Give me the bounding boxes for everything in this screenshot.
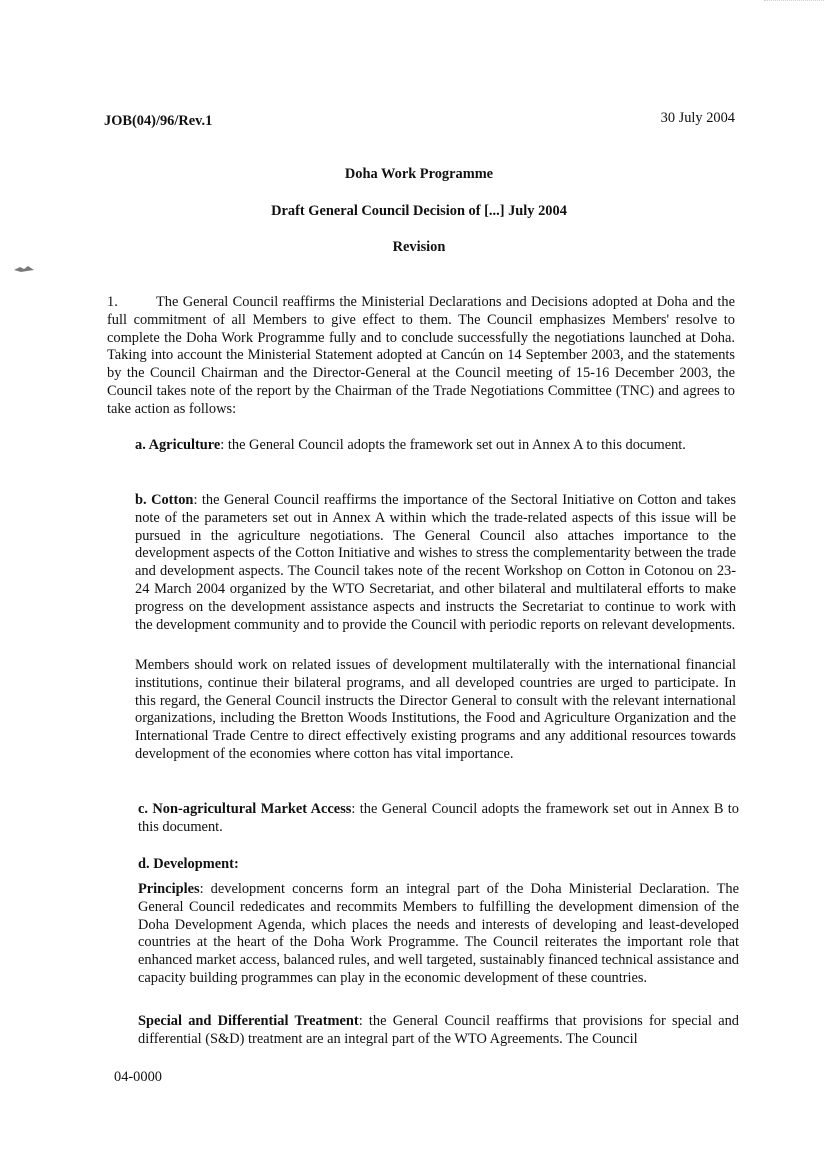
paragraph-1 [107, 294, 735, 419]
sdt-paragraph [138, 1013, 739, 1049]
item-development [138, 856, 738, 874]
cotton-heading: b. Cotton [135, 492, 194, 508]
revision-label: Revision [392, 239, 446, 255]
principles-text: : development concerns form an integral part of the Doha Ministerial Declaration. The General Council rededicates and recommits Members to fulfilling the development dimension of the Doha Development Agenda, which places the needs and interests of developing and least-developed countries at the heart of the Doha Work Programme. The Council reiterates the important role that enhanced market access, balanced rules, and well targeted, sustainably financed technical assistance and capacity building programmes can play in the economic development of these countries. [138, 881, 739, 986]
item-agriculture [135, 437, 735, 455]
principles-label: Principles [138, 881, 200, 897]
scan-artifact [764, 0, 824, 4]
item-cotton [135, 492, 736, 634]
nama-heading: c. Non-agricultural Market Access [138, 801, 352, 817]
agriculture-heading: a. Agriculture [135, 437, 221, 453]
document-date: 30 July 2004 [660, 110, 735, 126]
nama-text: : the General Council adopts the framework set out in Annex B to this document. [138, 801, 740, 835]
scan-speck-icon [12, 263, 36, 273]
paragraph-1-text: The General Council reaffirms the Ministerial Declarations and Decisions adopted at Doha and the full commitment of all Members to give effect to them. The Council emphasizes Members' resolve to complete the Doha Work Programme fully and to conclude successfully the negotiations launched at Doha. Taking into account the Ministerial Statement adopted at Cancún on 14 September 2003, and the statements by the Council Chairman and the Director-General at the Council meeting of 15-16 December 2003, the Council takes note of the report by the Chairman of the Trade Negotiations Committee (TNC) and agrees to take action as follows: [107, 294, 735, 417]
document-symbol: JOB(04)/96/Rev.1 [104, 113, 213, 129]
sdt-text: : the General Council reaffirms that provisions for special and differential (S&D) treatment are an integral part of the WTO Agreements. The Council [138, 1013, 739, 1047]
sub-title: Draft General Council Decision of [...] July 2004 [271, 203, 567, 219]
cotton-text: : the General Council reaffirms the importance of the Sectoral Initiative on Cotton and takes note of the parameters set out in Annex A within which the trade-related aspects of this issue will be pursued in the agriculture negotiations. The General Council also attaches importance to the development aspects of the Cotton Initiative and wishes to stress the complementarity between the trade and development aspects. The Council takes note of the recent Workshop on Cotton in Cotonou on 23-24 March 2004 organized by the WTO Secretariat, and other bilateral and multilateral efforts to make progress on the development assistance aspects and instructs the Secretariat to continue to work with the development community and to provide the Council with periodic reports on relevant developments. [135, 492, 736, 633]
item-nama [138, 801, 739, 837]
cotton-followup-paragraph [135, 657, 736, 764]
paragraph-number: 1. [107, 294, 118, 310]
development-heading-colon: : [233, 856, 239, 872]
agriculture-text: : the General Council adopts the framework set out in Annex A to this document. [220, 437, 686, 453]
cotton-followup-text: Members should work on related issues of development multilaterally with the international financial institutions, continue their bilateral programs, and all developed countries are urged to participate. In this regard, the General Council instructs the Director General to consult with the relevant international organizations, including the Bretton Woods Institutions, the Food and Agriculture Organization and the International Trade Centre to direct effectively existing programs and any additional resources towards development of the economies where cotton has vital importance. [135, 657, 736, 762]
principles-paragraph [138, 881, 739, 988]
development-heading: d. Development [138, 856, 234, 872]
sdt-label: Special and Differential Treatment [138, 1013, 359, 1029]
main-title: Doha Work Programme [344, 166, 494, 182]
footer-code: 04-0000 [114, 1069, 162, 1085]
